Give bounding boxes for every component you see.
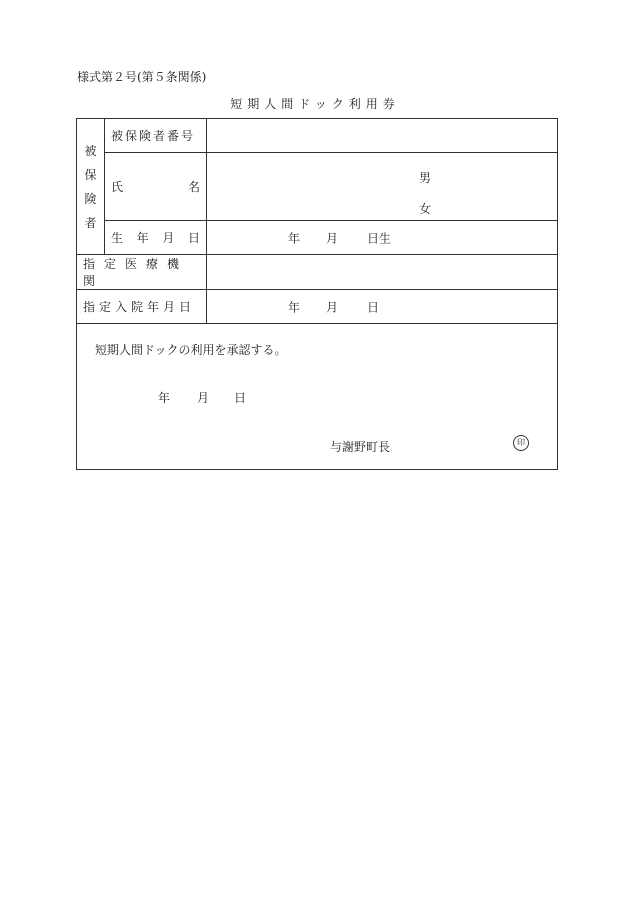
seal-icon: 印	[513, 435, 529, 451]
gender-selector[interactable]	[419, 163, 431, 225]
admission-date-label: 指定入院年月日	[77, 290, 207, 324]
birthdate-day-unit: 日生	[367, 231, 392, 245]
confirmation-year-unit: 年	[158, 391, 171, 405]
birthdate-year-unit: 年	[288, 231, 301, 245]
medical-institution-field[interactable]	[207, 255, 558, 290]
name-label: 氏 名	[105, 153, 207, 221]
issuer-name: 与謝野町長	[330, 440, 391, 454]
admission-date-row	[77, 290, 558, 324]
confirmation-day-unit: 日	[234, 391, 247, 405]
insurance-number-field[interactable]	[207, 119, 558, 153]
name-field[interactable]	[207, 153, 558, 221]
form-number: 様式第２号(第５条関係)	[77, 70, 207, 84]
birthdate-label: 生 年 月 日	[105, 221, 207, 255]
voucher-form-table	[76, 118, 558, 470]
gender-female-option[interactable]: 女	[419, 202, 432, 216]
name-row	[77, 153, 558, 221]
medical-institution-label: 指定医療機関	[77, 255, 207, 290]
admission-day-unit: 日	[367, 300, 380, 314]
confirmation-section	[77, 324, 558, 470]
admission-month-unit: 月	[326, 300, 339, 314]
gender-male-option[interactable]: 男	[419, 171, 432, 185]
admission-date-field[interactable]	[207, 290, 558, 324]
insured-group-label: 被 保 険 者	[77, 119, 105, 255]
admission-year-unit: 年	[288, 300, 301, 314]
medical-institution-row	[77, 255, 558, 290]
birthdate-month-unit: 月	[326, 231, 339, 245]
confirmation-row	[77, 324, 558, 470]
birthdate-row	[77, 221, 558, 255]
confirmation-month-unit: 月	[197, 391, 210, 405]
insurance-number-row	[77, 119, 558, 153]
confirmation-text: 短期人間ドックの利用を承認する。	[95, 343, 287, 357]
insurance-number-label: 被保険者番号	[105, 119, 207, 153]
document-title: 短期人間ドック利用券	[230, 97, 400, 111]
birthdate-field[interactable]	[207, 221, 558, 255]
